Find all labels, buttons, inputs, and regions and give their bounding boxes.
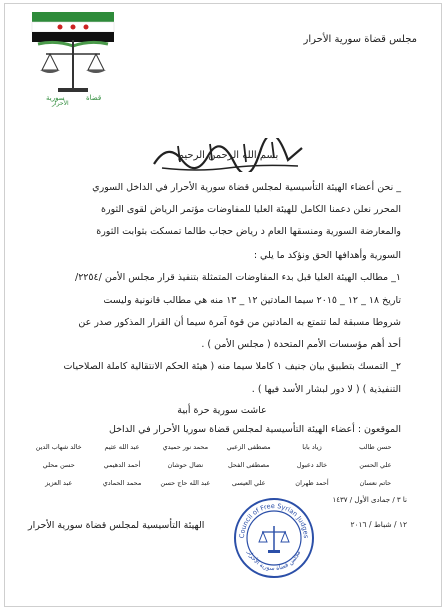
point1-line-1: ١_ مطالب الهيئة العليا قبل بدء المفاوضات المتمثلة بتنفيذ قرار مجلس الأمن /٢٢٥٤/ [75, 272, 401, 283]
point1-line-2: تاريخ ١٨ _ ١٢ _ ٢٠١٥ سيما المادتين ١٢ _ ١٣ منه هي مطالب قانونية وليست [103, 295, 401, 306]
basmala-text: بسم الله الرحمن الرحيم [177, 150, 279, 161]
point2-line-2: التنفيذية ) ( لا دور لبشار الأسد فيها ) . [251, 384, 401, 395]
intro-line-3: والمعارضة السورية ومنسقها العام د رياض حجاب طالما تمسكت بثوابت الثورة [96, 226, 401, 237]
point1-line-3: شروطا مسبقة لما تتمتع به المادتين من قوة آمرة سيما أن القرار المذكور صدر عن [78, 317, 401, 328]
council-logo-icon [28, 10, 118, 106]
signatory-name: علي العيسى [231, 479, 266, 487]
signatories-row [27, 438, 407, 456]
signatory-name: علي الحسن [359, 461, 392, 469]
signatory-name: عبد الله عثيم [104, 443, 140, 451]
signatory-name: حسن محلي [42, 461, 75, 469]
signatory-name: حسن طالب [359, 443, 392, 451]
logo-caption-right: قضاة [86, 94, 102, 102]
signatory-name: عبد الله حاج حسن [160, 479, 211, 487]
hijri-date: نا ٣ / جمادى الأول / ١٤٣٧ [332, 496, 407, 504]
signatories-title: الموقعون : أعضاء الهيئة التأسيسية لمجلس قضاة سوريا الأحرار في الداخل [108, 424, 401, 435]
signatories-row [27, 474, 407, 492]
signatories-table [27, 438, 407, 492]
logo-caption-left: سورية [46, 94, 65, 102]
intro-line-1: _ نحن أعضاء الهيئة التأسيسية لمجلس قضاة سورية الأحرار في الداخل السوري [92, 182, 401, 193]
logo-caption-bottom: الأحرار [52, 100, 69, 107]
intro-line-2: المحرر نعلن دعمنا الكامل للهيئة العليا للمفاوضات مؤتمر الرياض لقوى الثورة [101, 204, 401, 215]
footer-org-name: الهيئة التأسيسية لمجلس قضاة سورية الأحرار [28, 520, 205, 531]
point1-line-4: أحد أهم مؤسسات الأمم المتحدة ( مجلس الأمن ) . [201, 339, 401, 350]
intro-line-4: السورية وأهدافها الحق ونؤكد ما يلي : [253, 250, 401, 261]
official-seal-icon [232, 496, 316, 580]
signatory-name: خالد دعبول [296, 461, 328, 469]
header-org-name: مجلس قضاة سورية الأحرار [303, 34, 417, 45]
signatory-name: مصطفى الزعبي [226, 443, 271, 451]
signatory-name: مصطفى الفحل [227, 461, 270, 469]
signatory-name: محمد نور حميدي [162, 443, 209, 451]
signatory-name: زياد بابا [302, 443, 322, 451]
signatory-name: أحمد ظهران [295, 479, 329, 487]
signatories-row [27, 456, 407, 474]
signatory-name: عبد العزيز [45, 479, 73, 487]
seal-outer-text: Council of Free Syrian Judges [237, 501, 311, 539]
seal-arabic-text: مجلس قضاة سورية الأحرار [245, 549, 303, 573]
closing-line: عاشت سورية حرة أبية [177, 405, 267, 416]
signatory-name: محمد الحمادي [102, 479, 142, 487]
signatory-name: نضال حوشان [167, 461, 204, 469]
signatory-name: خالد شهاب الدين [35, 443, 82, 451]
point2-line-1: ٢_ التمسك بتطبيق بيان جنيف ١ كاملا سيما منه ( هيئة الحكم الانتقالية كاملة الصلاحيات [63, 361, 401, 372]
signatory-name: أحمد الدهيمي [103, 461, 141, 469]
gregorian-date: ١٢ / شباط / ٢٠١٦ [350, 520, 407, 529]
basmala-calligraphy [148, 138, 308, 172]
signatory-name: حاتم نعسان [359, 479, 392, 487]
